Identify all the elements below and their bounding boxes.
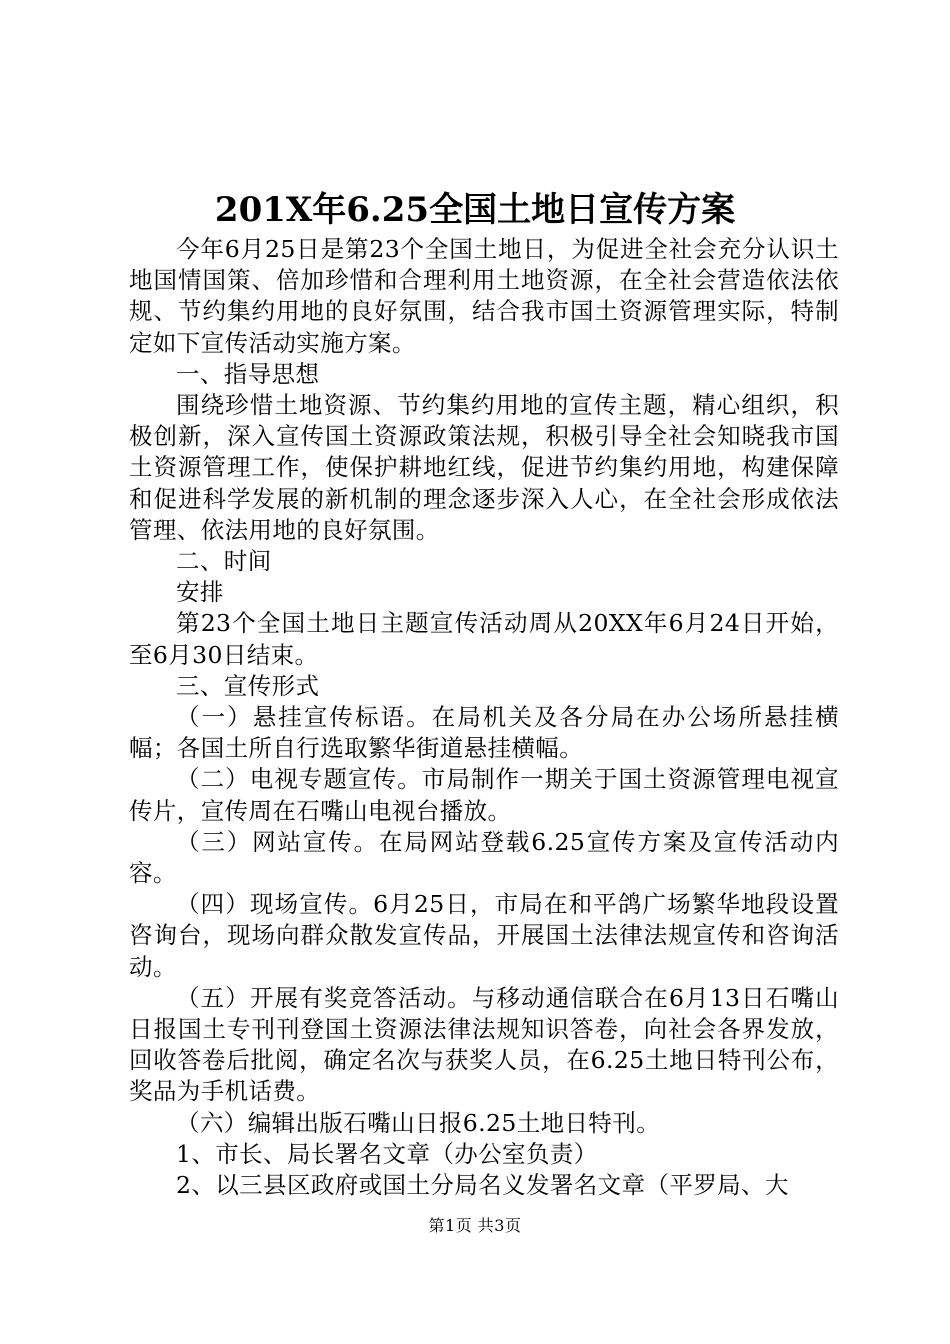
section-heading-guiding-thought: 一、指导思想 [176, 359, 320, 388]
section-heading-time: 二、时间 [176, 547, 272, 576]
document-body [129, 234, 839, 1201]
guiding-thought-paragraph: 围绕珍惜土地资源、节约集约用地的宣传主题，精心组织，积极创新，深入宣传国土资源政策法规，积极引导全社会知晓我市国土资源管理工作，使保护耕地红线，促进节约集约用地，构建保障和促进科学发展的新机制的理念逐步深入人心，在全社会形成依法管理、依法用地的良好氛围。 [129, 391, 839, 544]
form-item-6: （六）编辑出版石嘴山日报6.25土地日特刊。 [176, 1108, 661, 1137]
form-item-4: （四）现场宣传。6月25日，市局在和平鸽广场繁华地段设置咨询台，现场向群众散发宣传品，开展国土法律法规宣传和咨询活动。 [129, 890, 839, 981]
form-item-1: （一）悬挂宣传标语。在局机关及各分局在办公场所悬挂横幅；各国土所自行选取繁华街道悬挂横幅。 [129, 703, 839, 763]
form-item-3: （三）网站宣传。在局网站登载6.25宣传方案及宣传活动内容。 [129, 827, 839, 888]
page-footer: 第1页 共3页 [428, 1216, 522, 1235]
time-paragraph: 第23个全国土地日主题宣传活动周从20XX年6月24日开始，至6月30日结束。 [129, 609, 839, 669]
intro-paragraph: 今年6月25日是第23个全国土地日，为促进全社会充分认识土地国情国策、倍加珍惜和合理利用土地资源，在全社会营造依法依规、节约集约用地的良好氛围，结合我市国土资源管理实际，特制定如下宣传活动实施方案。 [129, 235, 839, 357]
form-item-2: （二）电视专题宣传。市局制作一期关于国土资源管理电视宣传片，宣传周在石嘴山电视台播放。 [129, 765, 839, 825]
sub-item-2: 2、以三县区政府或国土分局名义发署名文章（平罗局、大 [176, 1171, 789, 1200]
form-item-5: （五）开展有奖竞答活动。与移动通信联合在6月13日石嘴山日报国土专刊刊登国土资源法律法规知识答卷，向社会各界发放，回收答卷后批阅，确定名次与获奖人员，在6.25土地日特刊公布，奖品为手机话费。 [129, 983, 839, 1106]
section-heading-forms: 三、宣传形式 [176, 671, 320, 700]
section-heading-arrangement: 安排 [176, 578, 224, 607]
page-title: 201X年6.25全国土地日宣传方案 [214, 190, 736, 230]
sub-item-1: 1、市长、局长署名文章（办公室负责） [176, 1139, 598, 1168]
